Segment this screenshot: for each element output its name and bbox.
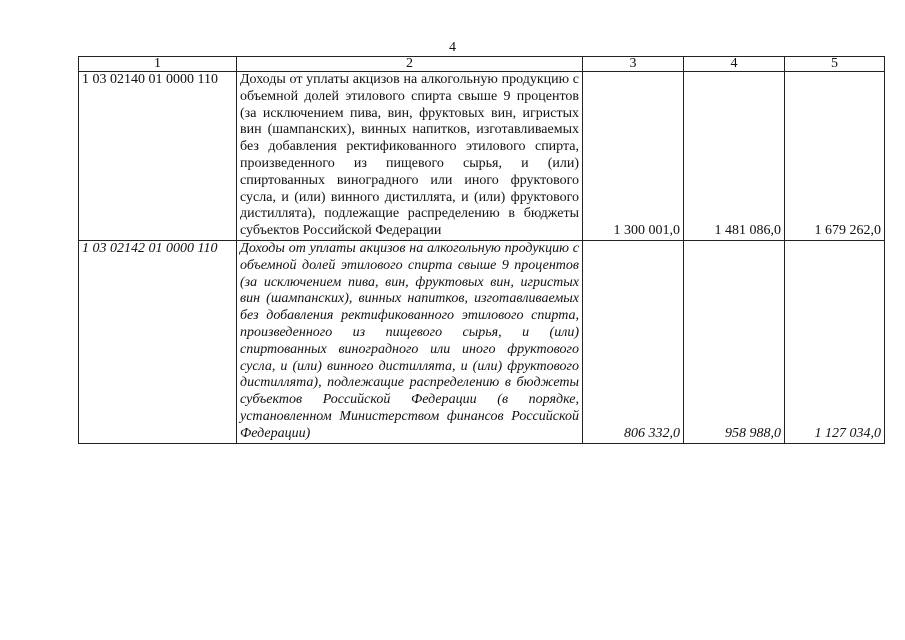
table-row <box>79 72 885 241</box>
row-code-cell: 1 03 02142 01 0000 110 <box>79 240 237 443</box>
table-row <box>79 240 885 443</box>
row-value-year-3: 1 127 034,0 <box>785 240 885 443</box>
budget-revenue-table <box>78 56 885 444</box>
row-description-cell: Доходы от уплаты акцизов на алкогольную продукцию с объемной долей этилового спирта свыше 9 процентов (за исключением пива, вин, фруктовых вин, игристых вин (шампанских), винных напитков, изготавливаемых без добавления ректификованного этилового спирта, произведенного из пищевого сырья, и (или) спиртованных виноградного или иного фруктового сусла, и (или) винного дистиллята, и (или) фруктового дистиллята), подлежащие распределению в бюджеты субъектов Российской Федерации <box>237 72 583 241</box>
row-value-year-1: 1 300 001,0 <box>583 72 684 241</box>
row-value-year-1: 806 332,0 <box>583 240 684 443</box>
column-header-3: 3 <box>583 57 684 72</box>
column-header-4: 4 <box>684 57 785 72</box>
row-description-cell: Доходы от уплаты акцизов на алкогольную продукцию с объемной долей этилового спирта свыше 9 процентов (за исключением пива, вин, фруктовых вин, игристых вин (шампанских), винных напитков, изготавливаемых без добавления ректификованного этилового спирта, произведенного из пищевого сырья, и (или) спиртованных виноградного или иного фруктового сусла, и (или) винного дистиллята, и (или) фруктового дистиллята), подлежащие распределению в бюджеты субъектов Российской Федерации (в порядке, установленном Министерством финансов Российской Федерации) <box>237 240 583 443</box>
page-number: 4 <box>449 40 456 55</box>
column-header-5: 5 <box>785 57 885 72</box>
column-header-1: 1 <box>79 57 237 72</box>
column-header-2: 2 <box>237 57 583 72</box>
row-value-year-2: 1 481 086,0 <box>684 72 785 241</box>
row-code-cell: 1 03 02140 01 0000 110 <box>79 72 237 241</box>
table-header-row <box>79 57 885 72</box>
row-value-year-3: 1 679 262,0 <box>785 72 885 241</box>
row-value-year-2: 958 988,0 <box>684 240 785 443</box>
